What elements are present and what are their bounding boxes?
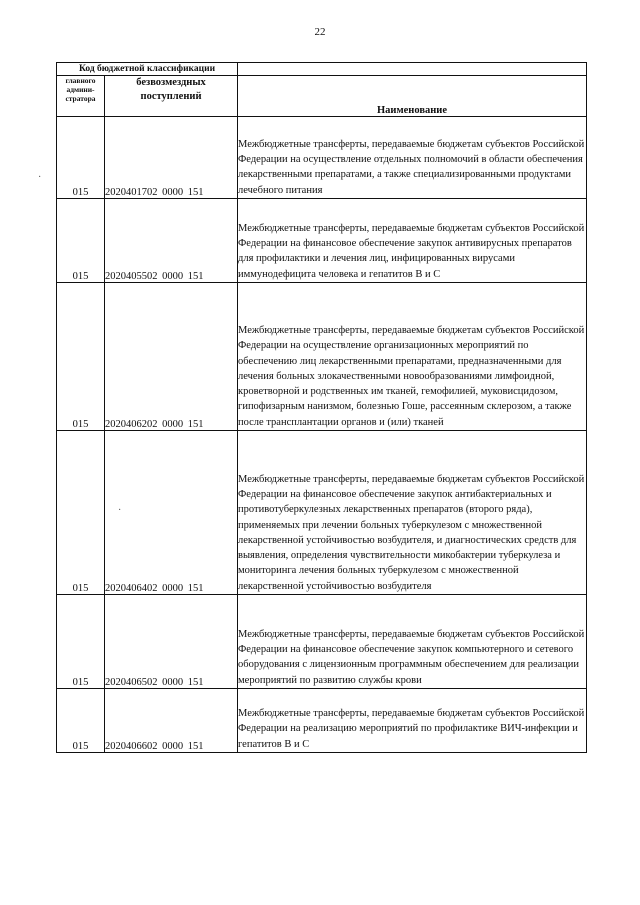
admin-code-cell: 015 (57, 117, 105, 199)
name-cell: Межбюджетные трансферты, передаваемые бюджетам субъектов Российской Федерации на реализацию мероприятий по профилактике ВИЧ-инфекции и гепатитов В и С (238, 689, 587, 753)
header-spacer (238, 63, 587, 76)
table-row (57, 431, 587, 595)
header-admin-line: стратора (65, 94, 96, 103)
header-receipts (105, 76, 238, 117)
classification-code-cell: 2020401702 0000 151 (105, 117, 238, 199)
classification-code-cell: 2020406402 0000 151 (105, 431, 238, 595)
scan-mark: · (118, 505, 122, 516)
header-row (57, 76, 587, 117)
name-cell: Межбюджетные трансферты, передаваемые бюджетам субъектов Российской Федерации на финансовое обеспечение закупок компьютерного и сетевого оборудования с лицензионным программным обеспечением для реализации мероприятий по развитию службы крови (238, 595, 587, 689)
name-cell: Межбюджетные трансферты, передаваемые бюджетам субъектов Российской Федерации на осуществление организационных мероприятий по обеспечению лиц лекарственными препаратами, предназначенными для лечения больных злокачественными новообразованиями лимфоидной, кроветворной и родственных им тканей, гемофилией, муковисцидозом, гипофизарным нанизмом, болезнью Гоше, рассеянным склерозом, а также после трансплантации органов и (или) тканей (238, 283, 587, 431)
table-row (57, 595, 587, 689)
header-group-title: Код бюджетной классификации (57, 63, 238, 76)
classification-code-cell: 2020405502 0000 151 (105, 199, 238, 283)
admin-code-cell: 015 (57, 595, 105, 689)
name-cell: Межбюджетные трансферты, передаваемые бюджетам субъектов Российской Федерации на финансовое обеспечение закупок антивирусных препаратов для профилактики и лечения лиц, инфицированных вирусами иммунодефицита человека и гепатитов В и С (238, 199, 587, 283)
classification-code-cell: 2020406602 0000 151 (105, 689, 238, 753)
scan-mark: · (38, 172, 42, 183)
page-number: 22 (314, 26, 326, 38)
header-receipts-line: безвозмездных (136, 77, 206, 88)
name-cell: Межбюджетные трансферты, передаваемые бюджетам субъектов Российской Федерации на финансовое обеспечение закупок антибактериальных и противотуберкулезных лекарственных препаратов (второго ряда), применяемых при лечении больных туберкулезом с множественной лекарственной устойчивостью возбудителя, и диагностических средств для выявления, определения чувствительности микобактерии туберкулеза и мониторинга лечения больных туберкулезом с множественной лекарственной устойчивостью возбудителя (238, 431, 587, 595)
header-admin-line: админи- (66, 85, 95, 94)
admin-code-cell: 015 (57, 283, 105, 431)
header-admin-line: главного (65, 76, 96, 85)
header-admin (57, 76, 105, 117)
budget-classification-table (56, 62, 587, 753)
admin-code-cell: 015 (57, 689, 105, 753)
header-receipts-line: поступлений (140, 91, 202, 102)
name-cell: Межбюджетные трансферты, передаваемые бюджетам субъектов Российской Федерации на осуществление отдельных полномочий в области обеспечения лекарственными препаратами, а также специализированными продуктами лечебного питания (238, 117, 587, 199)
admin-code-cell: 015 (57, 199, 105, 283)
table-row (57, 199, 587, 283)
classification-code-cell: 2020406202 0000 151 (105, 283, 238, 431)
table-row (57, 689, 587, 753)
classification-code-cell: 2020406502 0000 151 (105, 595, 238, 689)
table-row (57, 117, 587, 199)
header-name: Наименование (238, 76, 587, 117)
header-group-row (57, 63, 587, 76)
table-row (57, 283, 587, 431)
admin-code-cell: 015 (57, 431, 105, 595)
